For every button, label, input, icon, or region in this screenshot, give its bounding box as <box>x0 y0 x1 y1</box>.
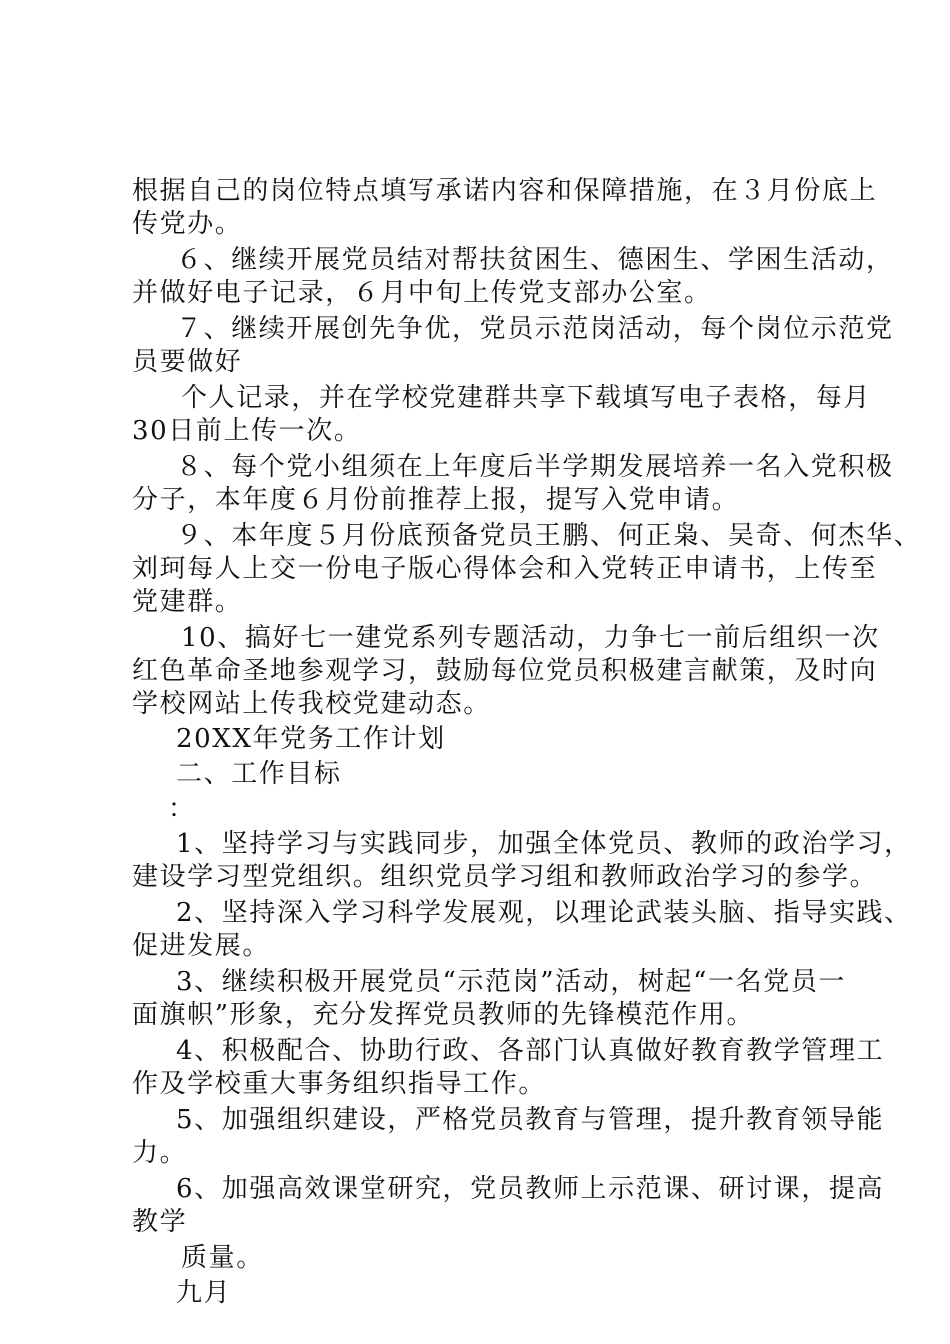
text-line: 教学 <box>132 1207 188 1237</box>
section-heading: 二、工作目标 <box>176 759 342 789</box>
text-line: ８、每个党小组须在上年度后半学期发展培养一名入党积极 <box>176 452 894 482</box>
text-line: 个人记录，并在学校党建群共享下载填写电子表格，每月 <box>181 383 872 413</box>
text-line: 面旗帜”形象，充分发挥党员教师的先锋模范作用。 <box>132 1000 755 1030</box>
text-line: 并做好电子记录，６月中旬上传党支部办公室。 <box>132 278 712 308</box>
text-line: ６、继续开展党员结对帮扶贫困生、德困生、学困生活动， <box>176 245 894 275</box>
text-line: 30日前上传一次。 <box>132 416 362 446</box>
text-line: 九月 <box>176 1278 232 1308</box>
text-line: 1、坚持学习与实践同步，加强全体党员、教师的政治学习， <box>176 829 912 859</box>
text-line: 力。 <box>132 1138 188 1168</box>
text-line: 2、坚持深入学习科学发展观，以理论武装头脑、指导实践、 <box>176 898 912 928</box>
text-line: ９、本年度５月份底预备党员王鹏、何正枭、吴奇、何杰华、 <box>176 521 922 551</box>
text-line: 员要做好 <box>132 347 243 377</box>
text-line: 促进发展。 <box>132 931 271 961</box>
text-line: 根据自己的岗位特点填写承诺内容和保障措施，在３月份底上 <box>132 176 878 206</box>
text-line: 作及学校重大事务组织指导工作。 <box>132 1069 547 1099</box>
text-line: 5、加强组织建设，严格党员教育与管理，提升教育领导能 <box>176 1105 885 1135</box>
text-line: 刘珂每人上交一份电子版心得体会和入党转正申请书，上传至 <box>132 554 878 584</box>
text-line: 3、继续积极开展党员“示范岗”活动，树起“一名党员一 <box>176 967 847 997</box>
text-line: 4、积极配合、协助行政、各部门认真做好教育教学管理工 <box>176 1036 885 1066</box>
text-line: 6、加强高效课堂研究，党员教师上示范课、研讨课，提高 <box>176 1174 885 1204</box>
text-line: 传党办。 <box>132 209 243 239</box>
text-line: 红色革命圣地参观学习，鼓励每位党员积极建言献策，及时向 <box>132 656 878 686</box>
text-line: 建设学习型党组织。组织党员学习组和教师政治学习的参学。 <box>132 862 878 892</box>
text-line: ： <box>168 794 196 824</box>
section-heading: 20XX年党务工作计划 <box>176 724 446 754</box>
text-line: 质量。 <box>181 1243 264 1273</box>
text-line: 10、搞好七一建党系列专题活动，力争七一前后组织一次 <box>181 623 880 653</box>
text-line: 党建群。 <box>132 587 243 617</box>
text-line: ７、继续开展创先争优，党员示范岗活动，每个岗位示范党 <box>176 314 894 344</box>
text-line: 分子，本年度６月份前推荐上报，提写入党申请。 <box>132 485 740 515</box>
text-line: 学校网站上传我校党建动态。 <box>132 689 491 719</box>
